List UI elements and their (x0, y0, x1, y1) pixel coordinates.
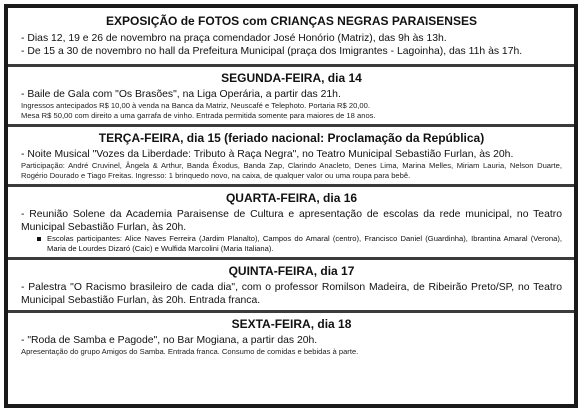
quarta-title: QUARTA-FEIRA, dia 16 (225, 191, 358, 205)
exposicao-line-1: - Dias 12, 19 e 26 de novembro na praça comendador José Honório (Matriz), das 9h às 13h. (21, 33, 447, 44)
quinta-line: - Palestra "O Racismo brasileiro de cada dia", com o professor Romilson Madeira, de Ribeirão Preto/SP, no Teatro Municipal Sebastião Furlan, às 20h. Entrada franca. (21, 282, 562, 306)
exposicao-title: EXPOSIÇÃO de FOTOS com CRIANÇAS NEGRAS PARAISENSES (106, 14, 477, 28)
segunda-note-1: Ingressos antecipados R$ 10,00 à venda na Banca da Matriz, Neuscafé e Telephoto. Portaria R$ 20,00. (21, 101, 370, 110)
divider (8, 310, 574, 313)
quinta-title: QUINTA-FEIRA, dia 17 (228, 264, 355, 278)
exposicao-line-2: - De 15 a 30 de novembro no hall da Prefeitura Municipal (praça dos Imigrantes - Lagoinha), das 11h às 17h. (21, 46, 523, 57)
quarta-schools-row (21, 234, 562, 254)
quarta-section (8, 191, 574, 254)
segunda-title: SEGUNDA-FEIRA, dia 14 (221, 71, 362, 85)
quarta-line: - Reunião Solene da Academia Paraisense de Cultura e apresentação de escolas da rede municipal, no Teatro Municipal Sebastião Furlan, às 20h. (21, 209, 562, 233)
divider (8, 64, 574, 67)
terca-section (8, 131, 574, 181)
terca-title: TERÇA-FEIRA, dia 15 (feriado nacional: Proclamação da República) (98, 131, 485, 145)
sexta-section (8, 317, 574, 357)
segunda-note-2: Mesa R$ 50,00 com direito a uma garrafa de vinho. Entrada permitida somente para maiores de 18 anos. (21, 111, 376, 120)
segunda-section (8, 71, 574, 121)
event-program-frame (4, 4, 578, 408)
exposicao-section (8, 8, 574, 58)
sexta-note: Apresentação do grupo Amigos do Samba. Entrada franca. Consumo de comidas e bebidas à parte. (21, 347, 359, 356)
terca-line: - Noite Musical "Vozes da Liberdade: Tributo à Raça Negra", no Teatro Municipal Sebastião Furlan, às 20h. (21, 149, 514, 160)
quinta-section (8, 264, 574, 307)
bullet-icon (37, 237, 41, 241)
terca-note: Participação: André Cruvinel, Ângela & Arthur, Banda Êxodus, Banda Zap, Clarindo Anacleto, Denes Lima, Marina Melles, Miriam Lauria, Nelson Duarte, Rogério Dourado e Tiago Freitas. Ingresso: 1 brinquedo novo, na caixa, de qualquer valor ou uma roupa para bebê. (21, 161, 562, 180)
sexta-line: - "Roda de Samba e Pagode", no Bar Mogiana, a partir das 20h. (21, 335, 318, 346)
segunda-line: - Baile de Gala com "Os Brasões", na Liga Operária, a partir das 21h. (21, 89, 341, 100)
sexta-title: SEXTA-FEIRA, dia 18 (231, 317, 352, 331)
divider (8, 124, 574, 127)
divider (8, 184, 574, 187)
divider (8, 257, 574, 260)
quarta-schools: Escolas participantes: Alice Naves Ferreira (Jardim Planalto), Campos do Amaral (centro), Francisco Daniel (Guardinha), Ibrantina Amaral (Verona), Maria de Lourdes Dizaró (Caic) e Wulfida Marcolini (Maria Italiana). (47, 234, 562, 253)
